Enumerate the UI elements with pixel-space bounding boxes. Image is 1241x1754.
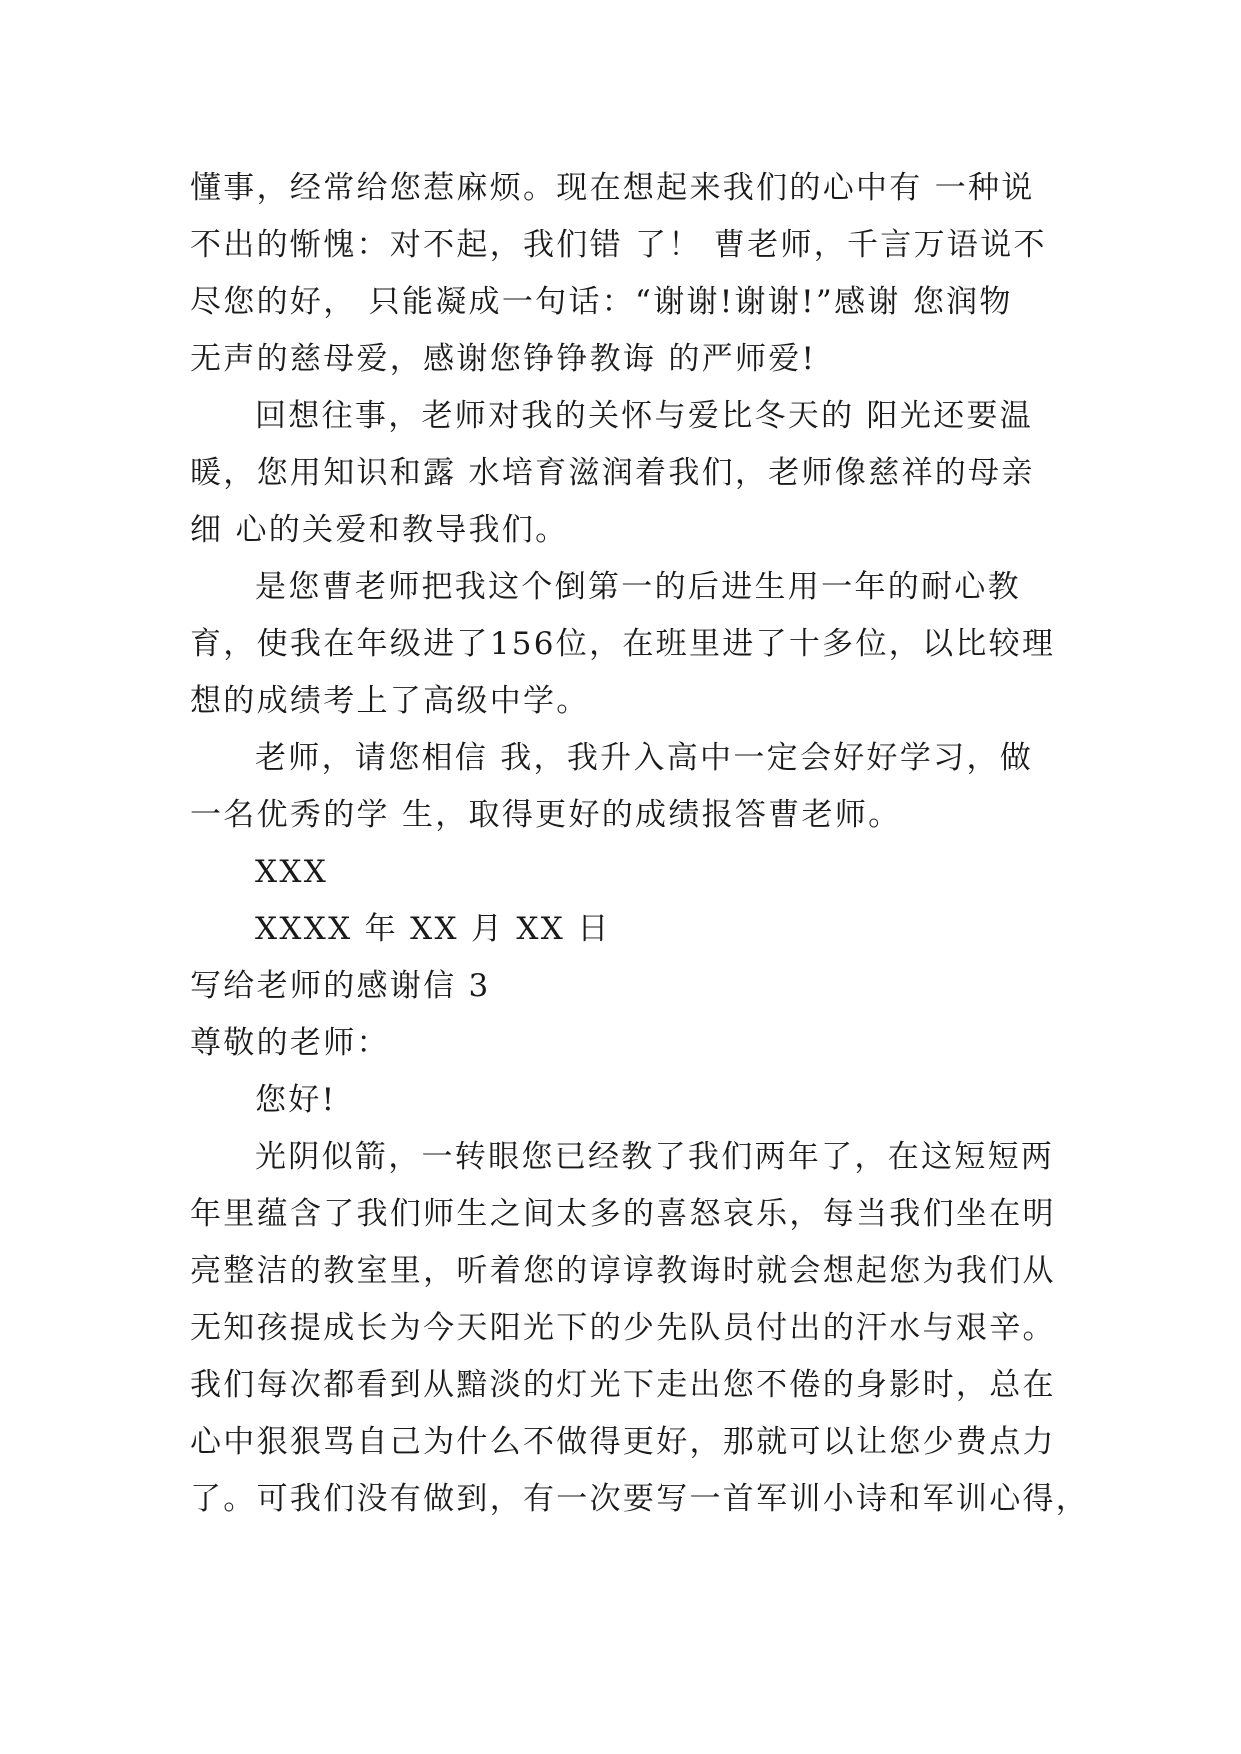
- greeting: 您好!: [255, 1082, 337, 1118]
- paragraph-line: 心中狠狠骂自己为什么不做得更好，那就可以让您少费点力: [190, 1424, 1056, 1460]
- paragraph-line: 我们每次都看到从黯淡的灯光下走出您不倦的身影时，总在: [190, 1367, 1056, 1403]
- paragraph-line: 了。可我们没有做到，有一次要写一首军训小诗和军训心得，: [190, 1481, 1090, 1517]
- date-line: XXXX 年 XX 月 XX 日: [255, 911, 611, 947]
- paragraph-line: 尽您的好， 只能凝成一句话：“谢谢!谢谢!”感谢 您润物: [190, 284, 1013, 320]
- paragraph-line: 暖，您用知识和露 水培育滋润着我们，老师像慈祥的母亲: [190, 455, 1035, 491]
- paragraph-line: 是您曹老师把我这个倒第一的后进生用一年的耐心教: [255, 569, 1021, 605]
- paragraph-line: 无知孩提成长为今天阳光下的少先队员付出的汗水与艰辛。: [190, 1310, 1056, 1346]
- paragraph-line: 想的成绩考上了高级中学。: [190, 683, 590, 719]
- paragraph-line: 懂事，经常给您惹麻烦。现在想起来我们的心中有 一种说: [190, 170, 1035, 206]
- letter-title: 写给老师的感谢信 3: [190, 968, 491, 1004]
- paragraph-line: 回想往事，老师对我的关怀与爱比冬天的 阳光还要温: [255, 398, 1034, 434]
- paragraph-line: 亮整洁的教室里，听着您的谆谆教诲时就会想起您为我们从: [190, 1253, 1056, 1289]
- paragraph-line: 育，使我在年级进了156位，在班里进了十多位，以比较理: [190, 626, 1056, 662]
- paragraph-line: 不出的惭愧：对不起，我们错 了！ 曹老师，千言万语说不: [190, 227, 1047, 263]
- paragraph-line: 细 心的关爱和教导我们。: [190, 512, 569, 548]
- paragraph-line: 光阴似箭，一转眼您已经教了我们两年了，在这短短两: [255, 1139, 1055, 1175]
- paragraph-line: 年里蕴含了我们师生之间太多的喜怒哀乐，每当我们坐在明: [190, 1196, 1056, 1232]
- paragraph-line: 无声的慈母爱，感谢您铮铮教诲 的严师爱!: [190, 341, 817, 377]
- signature: XXX: [255, 854, 329, 890]
- salutation: 尊敬的老师：: [190, 1025, 390, 1061]
- paragraph-line: 一名优秀的学 生，取得更好的成绩报答曹老师。: [190, 797, 902, 833]
- paragraph-line: 老师，请您相信 我，我升入高中一定会好好学习，做: [255, 740, 1034, 776]
